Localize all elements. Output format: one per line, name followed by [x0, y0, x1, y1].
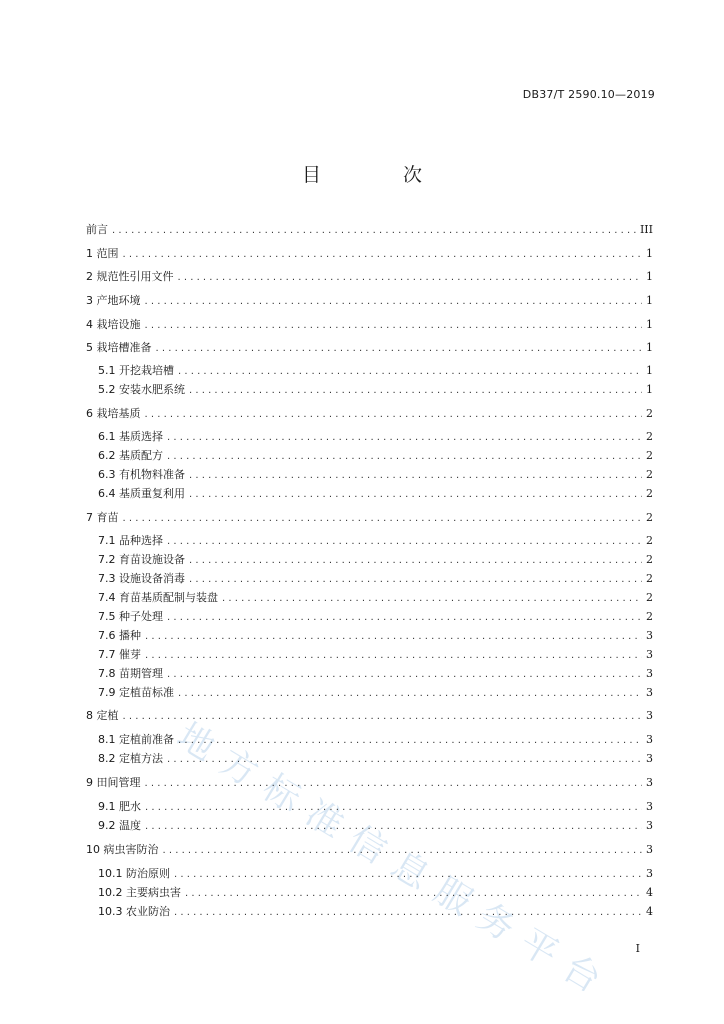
toc-leader-dots: [112, 223, 636, 239]
toc-entry[interactable]: [98, 382, 653, 398]
toc-entry[interactable]: [98, 533, 653, 549]
toc-leader-dots: [167, 430, 642, 446]
toc-leader-dots: [145, 776, 643, 792]
toc-entry-label: 7.7 催芽: [98, 648, 141, 661]
toc-entry[interactable]: [86, 269, 653, 285]
toc-entry[interactable]: [98, 885, 653, 901]
toc-entry[interactable]: [98, 647, 653, 663]
toc-entry-page: 2: [646, 449, 653, 462]
toc-leader-dots: [167, 449, 642, 465]
toc-entry-page: 1: [646, 364, 653, 377]
toc-leader-dots: [167, 610, 642, 626]
toc-entry-label: 6.2 基质配方: [98, 449, 163, 462]
toc-entry-label: 7.5 种子处理: [98, 610, 163, 623]
toc-leader-dots: [189, 383, 642, 399]
toc-leader-dots: [174, 905, 642, 921]
toc-entry[interactable]: [86, 293, 653, 309]
toc-entry-page: 2: [646, 468, 653, 481]
toc-leader-dots: [145, 819, 642, 835]
toc-entry-label: 10.2 主要病虫害: [98, 886, 181, 899]
toc-entry[interactable]: [98, 732, 653, 748]
toc-entry[interactable]: [86, 775, 653, 791]
toc-entry-page: 3: [646, 752, 653, 765]
toc-entry-page: 2: [646, 430, 653, 443]
toc-entry[interactable]: [98, 818, 653, 834]
toc-entry[interactable]: [98, 751, 653, 767]
toc-entry[interactable]: [98, 904, 653, 920]
toc-leader-dots: [123, 247, 643, 263]
toc-entry-label: 8.1 定植前准备: [98, 733, 174, 746]
page-title: 目 次: [301, 164, 461, 186]
toc-entry[interactable]: [98, 467, 653, 483]
toc-leader-dots: [145, 294, 643, 310]
toc-entry-label: 5 栽培槽准备: [86, 341, 152, 354]
toc-leader-dots: [145, 629, 642, 645]
toc-entry-label: 7.8 苗期管理: [98, 667, 163, 680]
toc-entry-page: 2: [646, 487, 653, 500]
toc-entry[interactable]: [98, 590, 653, 606]
toc-leader-dots: [145, 648, 642, 664]
toc-leader-dots: [145, 318, 643, 334]
toc-leader-dots: [189, 468, 642, 484]
toc-leader-dots: [167, 667, 642, 683]
toc-entry[interactable]: [98, 685, 653, 701]
toc-entry[interactable]: [86, 246, 653, 262]
toc-leader-dots: [145, 407, 643, 423]
toc-entry-page: 2: [646, 407, 653, 420]
page-number: I: [635, 942, 640, 955]
toc-entry-page: 4: [646, 886, 653, 899]
toc-entry[interactable]: [86, 340, 653, 356]
toc-entry-label: 2 规范性引用文件: [86, 270, 174, 283]
toc-leader-dots: [185, 886, 642, 902]
toc-entry-label: 6.4 基质重复利用: [98, 487, 185, 500]
toc-entry[interactable]: [98, 666, 653, 682]
toc-entry-label: 5.2 安装水肥系统: [98, 383, 185, 396]
toc-entry-label: 10 病虫害防治: [86, 843, 159, 856]
toc-entry-label: 7 育苗: [86, 511, 119, 524]
toc-entry-label: 4 栽培设施: [86, 318, 141, 331]
toc-entry-page: 3: [646, 667, 653, 680]
toc-entry-page: 1: [646, 247, 653, 260]
toc-entry-page: 2: [646, 572, 653, 585]
toc-entry-page: 3: [646, 686, 653, 699]
toc-entry-label: 10.3 农业防治: [98, 905, 170, 918]
toc-leader-dots: [123, 709, 643, 725]
toc-entry-label: 3 产地环境: [86, 294, 141, 307]
toc-leader-dots: [178, 733, 642, 749]
toc-entry-page: 3: [646, 629, 653, 642]
toc-entry-label: 7.4 育苗基质配制与装盘: [98, 591, 218, 604]
toc-leader-dots: [189, 487, 642, 503]
toc-leader-dots: [222, 591, 642, 607]
toc-entry-label: 9.2 温度: [98, 819, 141, 832]
toc-entry-label: 7.1 品种选择: [98, 534, 163, 547]
toc-entry-label: 7.9 定植苗标准: [98, 686, 174, 699]
toc-leader-dots: [178, 686, 642, 702]
toc-entry-page: 1: [646, 270, 653, 283]
toc-entry-page: 3: [646, 733, 653, 746]
toc-leader-dots: [189, 572, 642, 588]
toc-entry-page: 1: [646, 318, 653, 331]
toc-entry[interactable]: [98, 866, 653, 882]
toc-entry-label: 5.1 开挖栽培槽: [98, 364, 174, 377]
toc-entry-page: 3: [646, 843, 653, 856]
toc-entry-page: 1: [646, 341, 653, 354]
toc-entry[interactable]: [86, 708, 653, 724]
toc-entry-page: 2: [646, 534, 653, 547]
toc-entry-page: 3: [646, 819, 653, 832]
toc-leader-dots: [145, 800, 642, 816]
toc-entry-page: 2: [646, 553, 653, 566]
toc-entry[interactable]: [98, 609, 653, 625]
toc-entry[interactable]: [98, 552, 653, 568]
toc-leader-dots: [189, 553, 642, 569]
toc-entry-label: 8.2 定植方法: [98, 752, 163, 765]
toc-entry-page: III: [639, 223, 653, 236]
toc-entry[interactable]: [98, 448, 653, 464]
toc-entry[interactable]: [98, 429, 653, 445]
toc-entry-label: 7.2 育苗设施设备: [98, 553, 185, 566]
document-code: DB37/T 2590.10—2019: [522, 88, 655, 101]
toc-leader-dots: [123, 511, 643, 527]
toc-entry-label: 6.1 基质选择: [98, 430, 163, 443]
toc-entry-label: 8 定植: [86, 709, 119, 722]
toc-entry-page: 2: [646, 511, 653, 524]
toc-entry[interactable]: [86, 510, 653, 526]
toc-entry-page: 2: [646, 610, 653, 623]
toc-entry[interactable]: [86, 317, 653, 333]
toc-entry-page: 3: [646, 867, 653, 880]
toc-entry[interactable]: [86, 406, 653, 422]
toc-entry-label: 7.6 播种: [98, 629, 141, 642]
toc-entry-page: 3: [646, 648, 653, 661]
toc-entry-page: 4: [646, 905, 653, 918]
toc-entry-label: 1 范围: [86, 247, 119, 260]
toc-leader-dots: [167, 752, 642, 768]
toc-leader-dots: [156, 341, 643, 357]
toc-entry[interactable]: [86, 222, 653, 238]
toc-entry[interactable]: [98, 363, 653, 379]
toc-entry-label: 6 栽培基质: [86, 407, 141, 420]
toc-leader-dots: [167, 534, 642, 550]
toc-leader-dots: [174, 867, 642, 883]
toc-entry[interactable]: [98, 571, 653, 587]
toc-entry-page: 2: [646, 591, 653, 604]
watermark: 地方标准信息服务平台: [169, 715, 620, 1009]
toc-entry-page: 3: [646, 800, 653, 813]
toc-leader-dots: [178, 364, 642, 380]
toc-entry-label: 9 田间管理: [86, 776, 141, 789]
toc-entry-page: 3: [646, 709, 653, 722]
toc-entry[interactable]: [98, 628, 653, 644]
toc-entry[interactable]: [98, 799, 653, 815]
toc-entry-page: 3: [646, 776, 653, 789]
toc-entry-label: 10.1 防治原则: [98, 867, 170, 880]
toc-entry-label: 9.1 肥水: [98, 800, 141, 813]
toc-entry-label: 6.3 有机物料准备: [98, 468, 185, 481]
toc-entry[interactable]: [86, 842, 653, 858]
toc-leader-dots: [178, 270, 643, 286]
toc-entry-label: 7.3 设施设备消毒: [98, 572, 185, 585]
toc-leader-dots: [163, 843, 643, 859]
toc-entry[interactable]: [98, 486, 653, 502]
toc-entry-page: 1: [646, 294, 653, 307]
toc-entry-label: 前言: [86, 223, 108, 236]
toc-entry-page: 1: [646, 383, 653, 396]
